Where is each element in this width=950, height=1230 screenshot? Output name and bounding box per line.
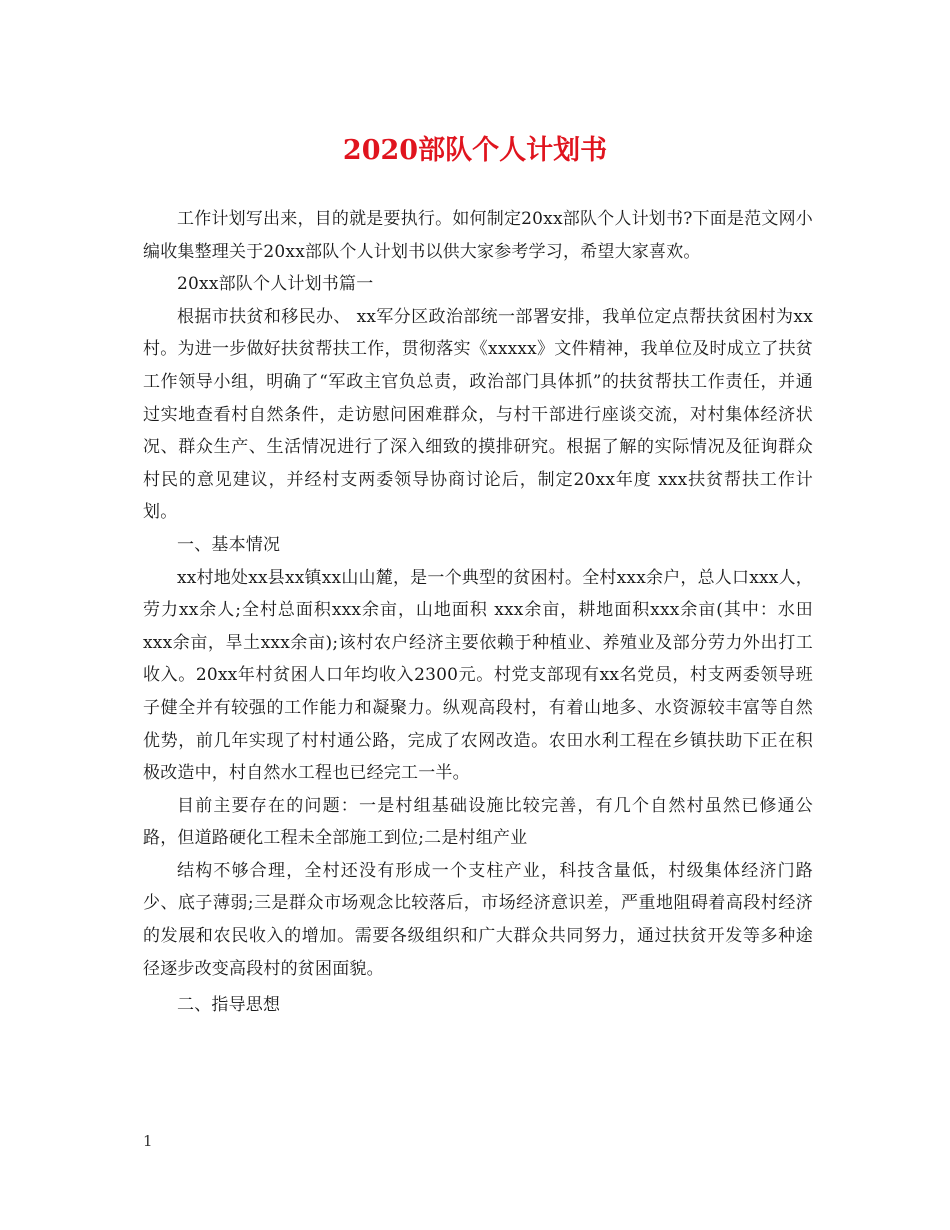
section-heading-guiding-ideology: 二、指导思想 — [177, 995, 281, 1016]
basic-situation-paragraph: xx村地处xx县xx镇xx山山麓，是一个典型的贫困村。全村xxx余户，总人口xxx人，劳力xx余人;全村总面积xxx余亩，山地面积 xxx余亩，耕地面积xxx余亩(其中：水田xxx余亩，旱土xxx余亩);该村农户经济主要依赖于种植业、养殖业及部分劳力外出打工收入。20xx年村贫困人口年均收入2300元。村党支部现有xx名党员，村支两委领导班子健全并有较强的工作能力和凝聚力。纵观高段村，有着山地多、水资源较丰富等自然优势，前几年实现了村村通公路，完成了农网改造。农田水利工程在乡镇扶助下正在积极改造中，村自然水工程也已经完工一半。 — [143, 567, 813, 784]
intro-paragraph: 工作计划写出来，目的就是要执行。如何制定20xx部队个人计划书?下面是范文网小编收集整理关于20xx部队个人计划书以供大家参考学习，希望大家喜欢。 — [143, 209, 813, 262]
problems-paragraph: 目前主要存在的问题：一是村组基础设施比较完善，有几个自然村虽然已修通公路，但道路硬化工程未全部施工到位;二是村组产业 — [143, 795, 813, 849]
problems-continued-paragraph: 结构不够合理，全村还没有形成一个支柱产业，科技含量低，村级集体经济门路少、底子薄弱;三是群众市场观念比较落后，市场经济意识差，严重地阻碍着高段村经济的发展和农民收入的增加。需要各级组织和广大群众共同努力，通过扶贫开发等多种途径逐步改变高段村的贫困面貌。 — [143, 860, 813, 979]
section-heading-basic-situation: 一、基本情况 — [177, 534, 281, 555]
document-title: 2020部队个人计划书 — [342, 135, 608, 166]
page-number: 1 — [143, 1132, 153, 1150]
background-paragraph: 根据市扶贫和移民办、 xx军分区政治部统一部署安排，我单位定点帮扶贫困村为xx村。为进一步做好扶贫帮扶工作，贯彻落实《xxxxx》文件精神，我单位及时成立了扶贫工作领导小组，明确了“军政主官负总责，政治部门具体抓”的扶贫帮扶工作责任，并通过实地查看村自然条件，走访慰问困难群众，与村干部进行座谈交流，对村集体经济状况、群众生产、生活情况进行了深入细致的摸排研究。根据了解的实际情况及征询群众村民的意见建议，并经村支两委领导协商讨论后，制定20xx年度 xxx扶贫帮扶工作计划。 — [143, 306, 813, 523]
document-body — [143, 203, 813, 1022]
section-heading-part-one: 20xx部队个人计划书篇一 — [177, 274, 374, 295]
